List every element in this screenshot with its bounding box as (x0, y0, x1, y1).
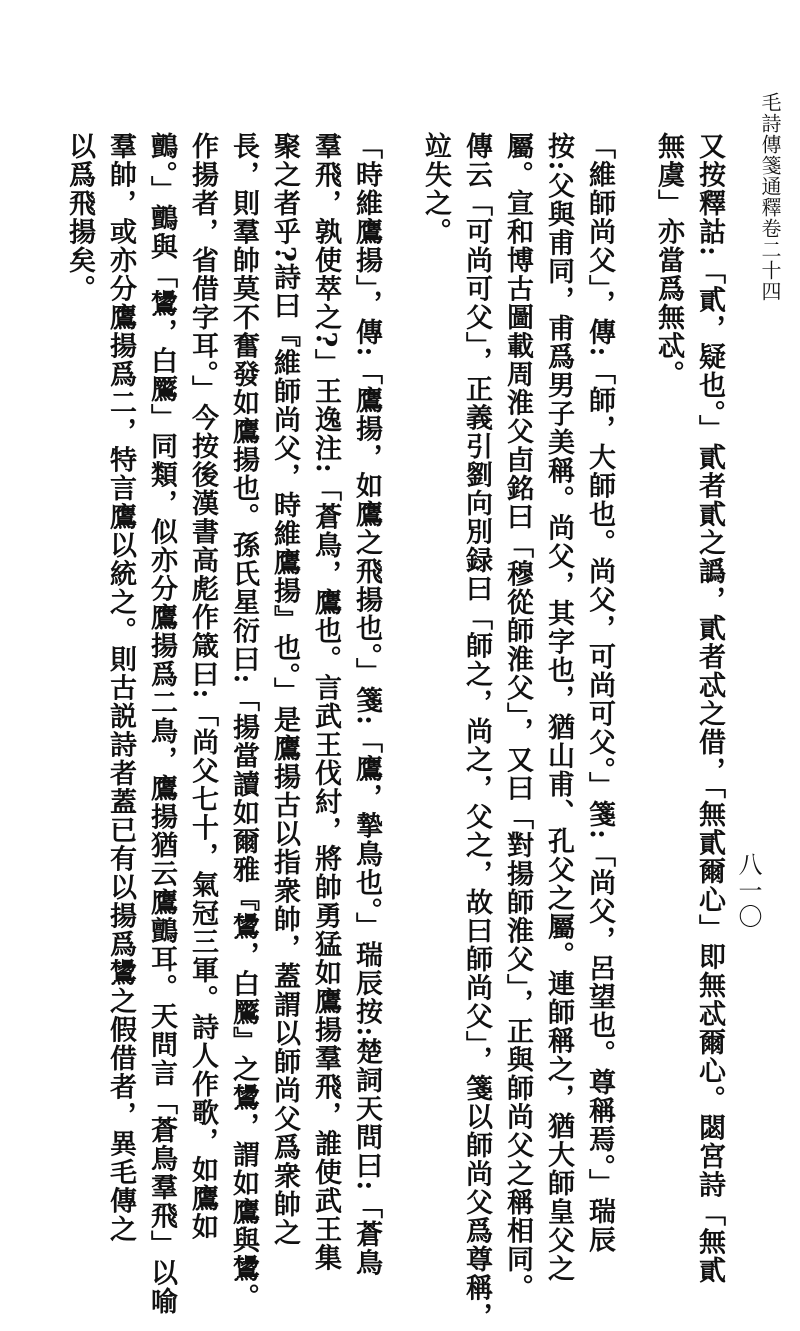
text-column: 「時維鷹揚」，傳:「鷹揚，如鷹之飛揚也。」箋:「鷹，摯鳥也。」瑞辰按:楚詞天問曰:「蒼鳥 (351, 132, 382, 1278)
running-title: 毛詩傳箋通釋卷二十四 (758, 92, 782, 302)
text-column: 作揚者，省借字耳。」今按後漢書高彪作箴曰:「尚父七十，氣冠三軍。詩人作歌，如鷹如 (187, 132, 218, 1242)
text-column: 鸇。」鸇與「鸉，白鷢」同類，似亦分鷹揚爲二鳥，鷹揚猶云鷹鸇耳。天問言「蒼鳥羣飛」以喻 (146, 132, 177, 1316)
text-column: 以爲飛揚矣。 (64, 132, 95, 303)
text-column: 按:父與甫同，甫爲男子美稱。尚父，其字也，猶山甫、孔父之屬。連師稱之，猶大師皇父之 (543, 132, 574, 1284)
text-column: 羣帥，或亦分鷹揚爲二，特言鷹以統之。則古説詩者蓋已有以揚爲鸉之假借者，異毛傳之 (105, 132, 136, 1244)
body-text (59, 132, 730, 1331)
text-column: 屬。宣和博古圖載周淮父卣銘曰「穆從師淮父」，又曰「對揚師淮父」，正與師尚父之稱相同。 (502, 132, 533, 1302)
text-column: 長，則羣帥莫不奮發如鷹揚也。孫氏星衍曰:「揚當讀如爾雅『鸉，白鷢』之鸉，謂如鷹與鸉。 (228, 132, 259, 1312)
text-column: 「維師尚父」，傳:「師，大師也。尚父，可尚可父。」箋:「尚父，呂望也。尊稱焉。」瑞辰 (584, 132, 615, 1255)
text-column: 無虞」亦當爲無忒。 (653, 132, 684, 389)
text-column: 又按釋詁:「貳，疑也。」貳者貳之譌，貳者忒之借，「無貳爾心」即無忒爾心。閟宮詩「無貳 (694, 132, 725, 1285)
text-column: 竝失之。 (420, 132, 451, 246)
text-column: 聚之者乎?詩曰『維師尚父，時維鷹揚』也。」是鷹揚古以指衆帥，蓋謂以師尚父爲衆帥之 (269, 132, 300, 1248)
text-column: 傳云「可尚可父」，正義引劉向別録曰「師之，尚之，父之，故曰師尚父」，箋以師尚父爲尊稱， (461, 132, 492, 1331)
page-number: 八一〇 (734, 852, 762, 930)
text-column: 羣飛，孰使萃之?」王逸注:「蒼鳥，鷹也。言武王伐紂，將帥勇猛如鷹揚羣飛，誰使武王集 (310, 132, 341, 1273)
